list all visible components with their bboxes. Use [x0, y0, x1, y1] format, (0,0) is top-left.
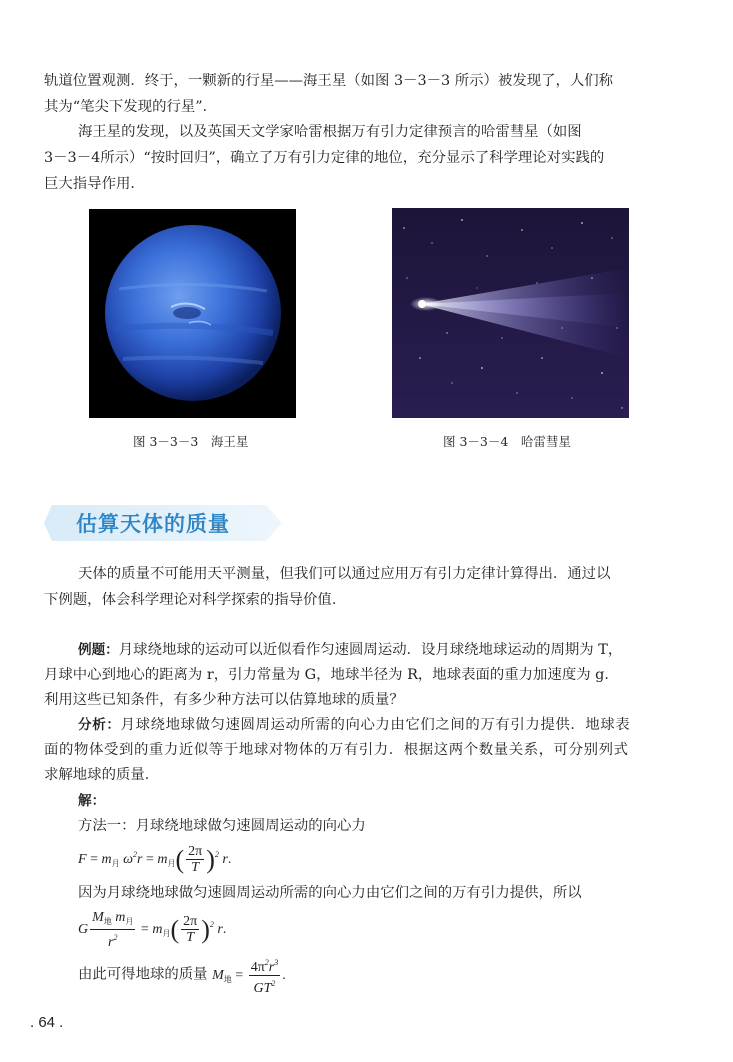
text-line: 其为“笔尖下发现的行星”．	[44, 99, 218, 115]
text-line: 海王星的发现，以及英国天文学家哈雷根据万有引力定律预言的哈雷彗星（如图	[78, 124, 582, 140]
text-line: 巨大指导作用．	[44, 176, 145, 192]
neptune-image	[89, 209, 296, 418]
analysis-text: 月球绕地球做匀速圆周运动所需的向心力由它们之间的万有引力提供．地球表	[120, 717, 631, 733]
example-line	[78, 640, 622, 660]
equation-2: G $\frac{M_地 m_月}{r^2}$ = $m_月$( $\frac{2\pi}{T}$ )$^2$ r.	[78, 909, 227, 950]
text-line: 轨道位置观测．终于，一颗新的行星——海王星（如图 3－3－3 所示）被发现了，人们称	[44, 73, 614, 89]
example-label: 例题：	[78, 642, 119, 658]
text-line: 月球中心到地心的距离为 r，引力常量为 G，地球半径为 R，地球表面的重力加速度为 g．	[44, 667, 619, 683]
analysis-label: 分析：	[78, 717, 121, 733]
text-line: 因为月球绕地球做匀速圆周运动所需的向心力由它们之间的万有引力提供，所以	[78, 885, 582, 901]
text-line: 3－3－4所示）“按时回归”，确立了万有引力定律的地位，充分显示了科学理论对实践的	[44, 150, 605, 166]
figure-caption: 图 3－3－3 海王星	[133, 434, 249, 449]
text-line: 天体的质量不可能用天平测量，但我们可以通过应用万有引力定律计算得出．通过以	[78, 566, 611, 582]
text-line: 利用这些已知条件，有多少种方法可以估算地球的质量？	[44, 692, 404, 708]
text-line: 方法一：月球绕地球做匀速圆周运动的向心力	[78, 818, 366, 834]
equation-1: $F = m_月$ $\omega^2r = m_月$( $\frac{2\pi}{T}$ )$^2$ r.	[78, 844, 232, 876]
analysis-line	[78, 715, 630, 735]
example-text: 月球绕地球的运动可以近似看作匀速圆周运动．设月球绕地球运动的周期为 T，	[118, 642, 623, 658]
section-title: 估算天体的质量	[76, 512, 230, 536]
text-line: 面的物体受到的重力近似等于地球对物体的万有引力．根据这两个数量关系，可分别列式	[44, 742, 629, 758]
page-number: . 64 .	[30, 1014, 64, 1031]
halley-comet-image	[392, 208, 629, 418]
solution-label: 解：	[78, 793, 106, 809]
figure-caption: 图 3－3－4 哈雷彗星	[443, 434, 571, 449]
text-line: 下例题，体会科学理论对科学探索的指导价值．	[44, 592, 347, 608]
equation-3: 由此可得地球的质量 $M_地$ = $\frac{4\pi^2r^3}{GT^2}$ .	[78, 955, 286, 997]
text-line: 求解地球的质量．	[44, 767, 160, 783]
